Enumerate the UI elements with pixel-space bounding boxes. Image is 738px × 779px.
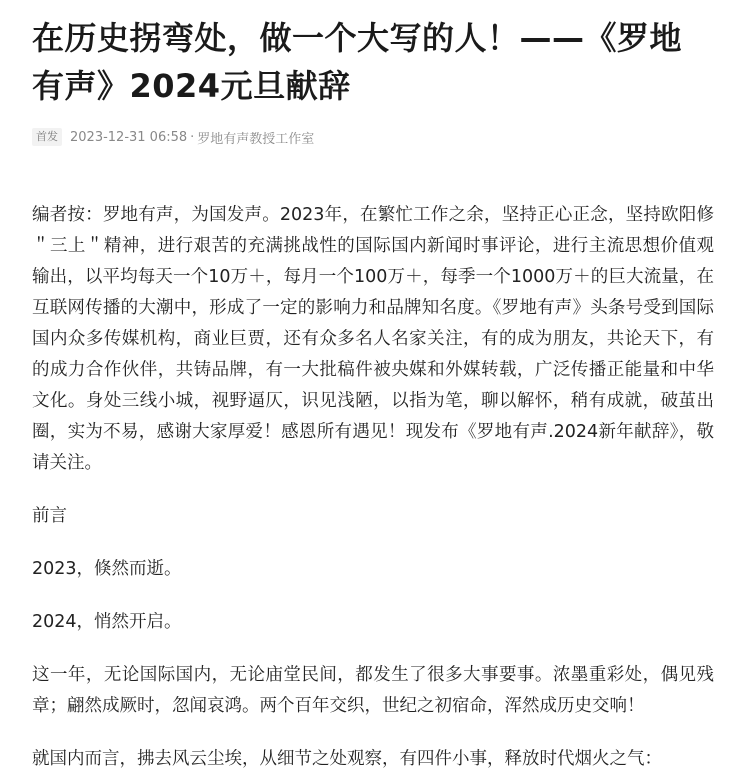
editor-note-paragraph: 编者按：罗地有声，为国发声。2023年，在繁忙工作之余，坚持正心正念，坚持欧阳修＂三上＂精神，进行艰苦的充满挑战性的国际国内新闻时事评论，进行主流思想价值观输出，以平均每天一个10万＋，每月一个100万＋，每季一个1000万＋的巨大流量，在互联网传播的大潮中，形成了一定的影响力和品牌知名度。《罗地有声》头条号受到国际国内众多传媒机构，商业巨贾，还有众多名人名家关注，有的成为朋友，共论天下，有的成力合作伙伴，共铸品牌，有一大批稿件被央媒和外媒转载，广泛传播正能量和中华文化。身处三线小城，视野逼仄，识见浅陋，以指为笔，聊以解怀，稍有成就，破茧出圈，实为不易，感谢大家厚爱！感恩所有遇见！现发布《罗地有声.2024新年献辞》，敬请关注。 <box>32 205 714 473</box>
paragraph: 2023，倏然而逝。 <box>32 559 182 579</box>
author-link[interactable]: 罗地有声教授工作室 <box>197 131 315 147</box>
article-body <box>32 200 714 775</box>
paragraph: 就国内而言，拂去风云尘埃，从细节之处观察，有四件小事，释放时代烟火之气： <box>32 749 662 769</box>
article-meta <box>32 126 714 148</box>
meta-separator: · <box>190 129 195 145</box>
preface-heading: 前言 <box>32 506 67 526</box>
first-publish-badge: 首发 <box>32 128 62 146</box>
publish-datetime: 2023-12-31 06:58 <box>70 129 188 145</box>
paragraph: 这一年，无论国际国内，无论庙堂民间，都发生了很多大事要事。浓墨重彩处，偶见残章；翩然成厥时，忽闻哀鸿。两个百年交织，世纪之初宿命，浑然成历史交响！ <box>32 665 714 716</box>
article-title: 在历史拐弯处，做一个大写的人！——《罗地有声》2024元旦献辞 <box>32 19 683 105</box>
paragraph: 2024，悄然开启。 <box>32 612 182 632</box>
